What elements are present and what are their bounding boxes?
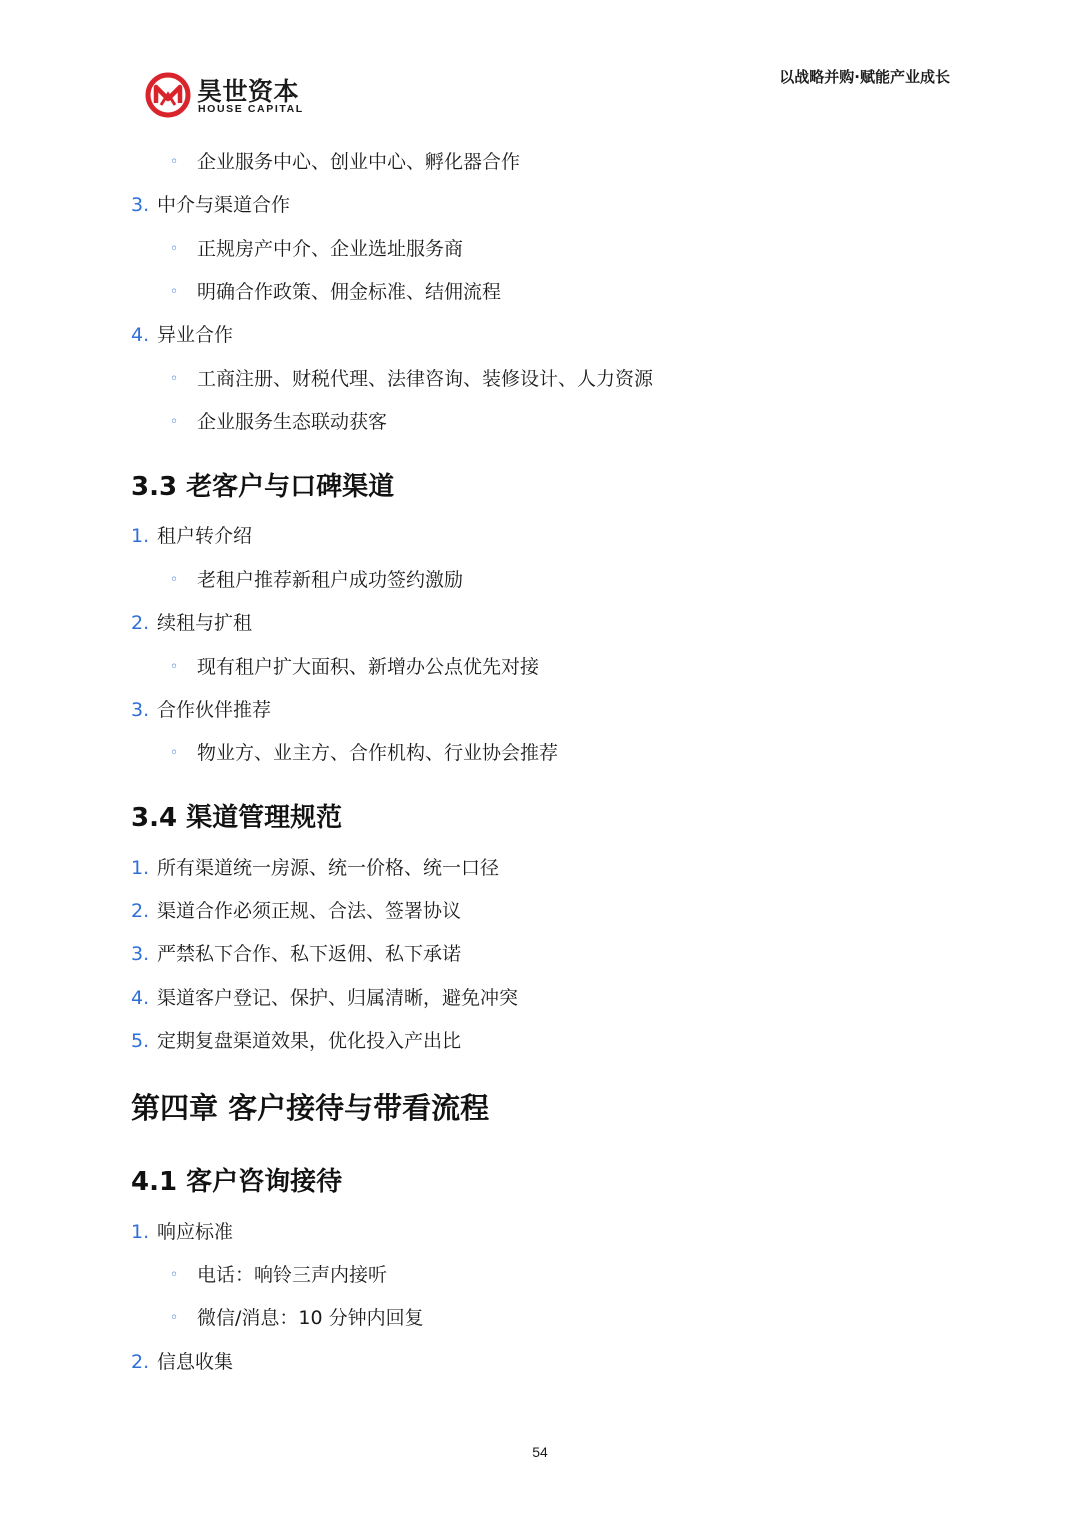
list-item: ◦ 老租户推荐新租户成功签约激励 (170, 569, 464, 591)
bullet-icon: ◦ (170, 154, 179, 170)
logo-chinese-name: 昊世资本 (197, 77, 300, 106)
list-number: 2. (131, 900, 150, 922)
bullet-icon: ◦ (170, 1267, 179, 1283)
list-item: ◦ 企业服务中心、创业中心、孵化器合作 (170, 151, 521, 173)
list-item: ◦ 现有租户扩大面积、新增办公点优先对接 (170, 656, 540, 678)
list-item: 1. 租户转介绍 (131, 525, 253, 547)
list-item: 2. 信息收集 (131, 1351, 234, 1373)
bullet-icon: ◦ (170, 371, 179, 387)
list-number: 1. (131, 1221, 150, 1243)
list-number: 4. (131, 324, 150, 346)
list-item: ◦ 微信/消息：10 分钟内回复 (170, 1307, 424, 1329)
bullet-icon: ◦ (170, 745, 179, 761)
list-number: 5. (131, 1030, 150, 1052)
page-number: 54 (532, 1444, 548, 1460)
list-number: 2. (131, 1351, 150, 1373)
list-number: 4. (131, 987, 150, 1009)
logo-english-name: HOUSE CAPITAL (198, 103, 304, 115)
list-item: 4. 渠道客户登记、保护、归属清晰，避免冲突 (131, 987, 519, 1009)
bullet-icon: ◦ (170, 1310, 179, 1326)
list-item: ◦ 企业服务生态联动获客 (170, 411, 388, 433)
list-item: 3. 合作伙伴推荐 (131, 699, 272, 721)
list-number: 3. (131, 194, 150, 216)
list-number: 3. (131, 699, 150, 721)
bullet-icon: ◦ (170, 241, 179, 257)
list-item: 2. 续租与扩租 (131, 612, 253, 634)
list-item: 3. 中介与渠道合作 (131, 194, 291, 216)
company-logo (145, 70, 315, 120)
bullet-icon: ◦ (170, 572, 179, 588)
section-heading-3-3: 3.3 老客户与口碑渠道 (131, 472, 395, 502)
list-item: 2. 渠道合作必须正规、合法、签署协议 (131, 900, 462, 922)
list-item: 1. 所有渠道统一房源、统一价格、统一口径 (131, 857, 500, 879)
list-item: ◦ 明确合作政策、佣金标准、结佣流程 (170, 281, 502, 303)
list-item: ◦ 电话：响铃三声内接听 (170, 1264, 388, 1286)
house-capital-logo-icon (145, 72, 191, 118)
header-slogan: 以战略并购·赋能产业成长 (779, 68, 950, 86)
list-item: 3. 严禁私下合作、私下返佣、私下承诺 (131, 943, 462, 965)
bullet-icon: ◦ (170, 284, 179, 300)
list-item: 5. 定期复盘渠道效果，优化投入产出比 (131, 1030, 462, 1052)
list-number: 2. (131, 612, 150, 634)
list-item: 4. 异业合作 (131, 324, 234, 346)
list-number: 1. (131, 525, 150, 547)
bullet-icon: ◦ (170, 414, 179, 430)
list-item: ◦ 工商注册、财税代理、法律咨询、装修设计、人力资源 (170, 368, 654, 390)
bullet-icon: ◦ (170, 659, 179, 675)
list-number: 1. (131, 857, 150, 879)
section-heading-3-4: 3.4 渠道管理规范 (131, 803, 343, 833)
list-item: ◦ 物业方、业主方、合作机构、行业协会推荐 (170, 742, 559, 764)
list-item: 1. 响应标准 (131, 1221, 234, 1243)
section-heading-4-1: 4.1 客户咨询接待 (131, 1167, 343, 1197)
list-item: ◦ 正规房产中介、企业选址服务商 (170, 238, 464, 260)
chapter-heading-4: 第四章 客户接待与带看流程 (131, 1091, 490, 1125)
list-number: 3. (131, 943, 150, 965)
